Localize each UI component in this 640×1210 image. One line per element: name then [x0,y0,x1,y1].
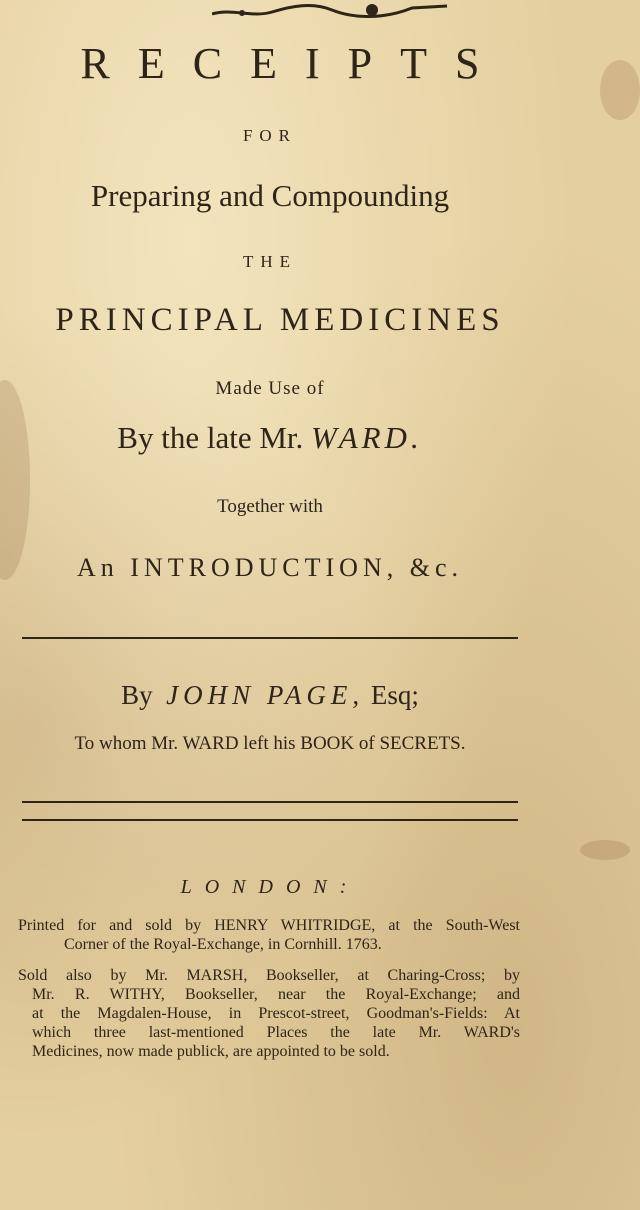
imprint-line: Corner of the Royal-Exchange, in Cornhill. 1763. [64,936,382,953]
line-the: THE [242,252,298,271]
sellers-line: which three last-mentioned Places the late Mr. WARD's [32,1024,520,1041]
sellers-line: at the Magdalen-House, in Prescot-street, Goodman's-Fields: At [32,1005,520,1022]
imprint-place: LONDON: [180,876,360,898]
paper-stain [0,380,30,580]
paper-stain [580,840,630,860]
line-for: FOR [242,126,298,145]
imprint-sellers [18,966,520,1061]
line-made-use-of: Made Use of [215,378,325,399]
by-text: By [121,680,153,710]
line-preparing: Preparing and Compounding [90,178,450,213]
rule-double-top [22,801,518,803]
author-name: JOHN PAGE, [166,680,365,710]
imprint-line: Printed for and sold by HENRY WHITRIDGE, at the South-West [18,917,520,934]
imprint-printer [18,916,520,954]
line-together-with: Together with [217,496,323,517]
ornament-fragment [212,0,452,22]
line-introduction: An INTRODUCTION, &c. [77,553,463,582]
author-line [0,680,540,711]
author-title: Esq; [370,680,419,710]
sellers-line: Sold also by Mr. MARSH, Bookseller, at Charing-Cross; by [18,967,520,984]
line-by-the-late [0,420,540,456]
by-the-late-text: By the late Mr. [117,420,304,455]
book-title: RECEIPTS [80,39,508,88]
line-principal-medicines: PRINCIPAL MEDICINES [55,302,505,338]
sellers-line: Mr. R. WITHY, Bookseller, near the Royal-Exchange; and [32,986,520,1003]
ward-name: WARD. [311,420,423,455]
rule-upper [22,637,518,639]
paper-stain [600,60,640,120]
line-to-whom: To whom Mr. WARD left his BOOK of SECRETS. [74,733,466,754]
sellers-line: Medicines, now made publick, are appointed to be sold. [32,1043,390,1060]
rule-double-bottom [22,819,518,821]
